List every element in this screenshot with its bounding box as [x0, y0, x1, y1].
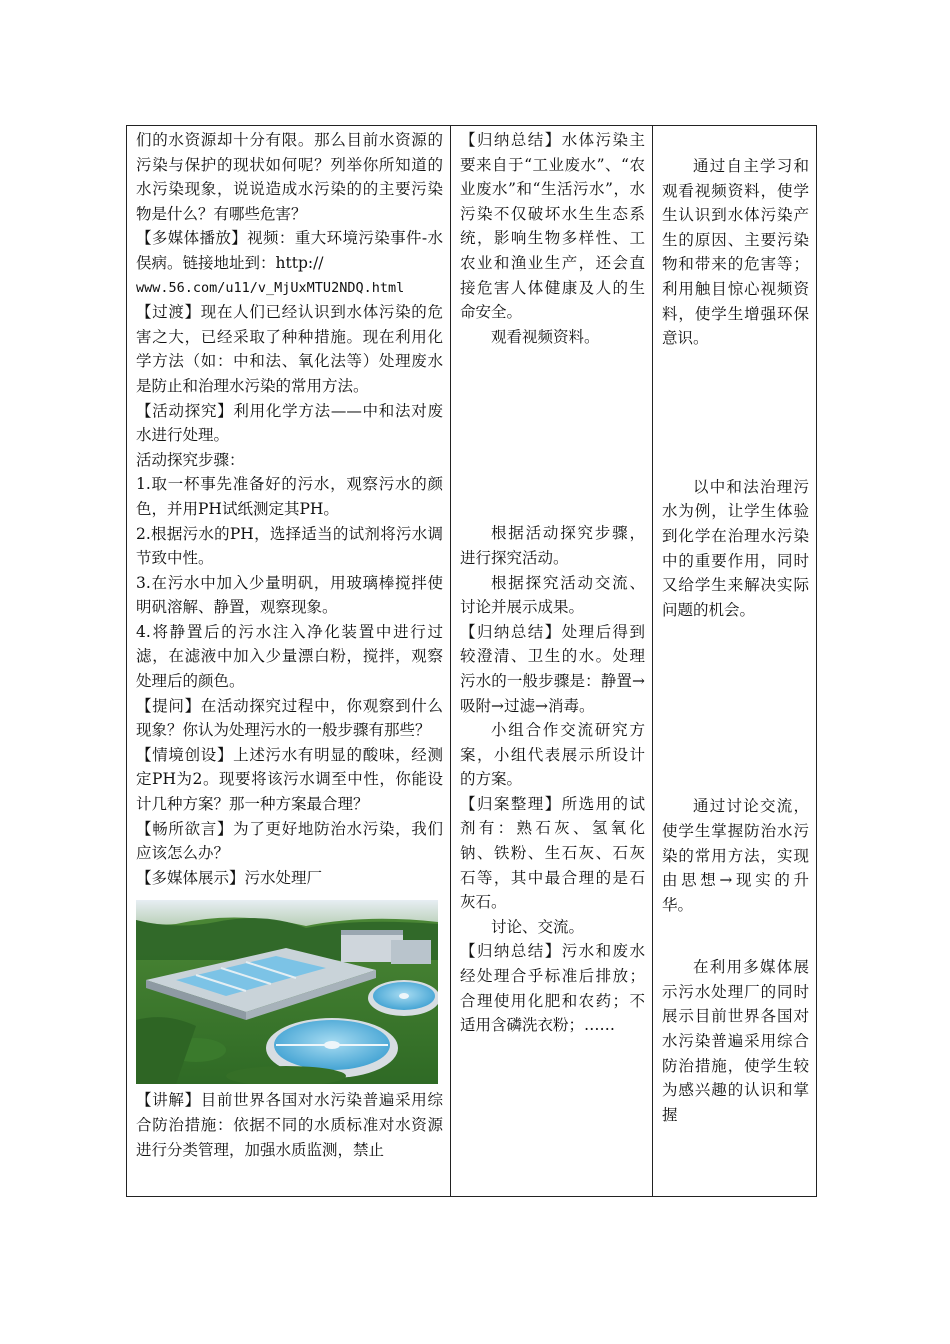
- activity-step-3: 3.在污水中加入少量明矾，用玻璃棒搅拌使明矾溶解、静置，观察现象。: [136, 573, 443, 617]
- summary-pollution-sources: 【归纳总结】水体污染主要来自于“工业废水”、“农业废水”和“生活污水”，水污染不仅破坏水生生态系统，影响生物多样性、工农业和渔业生产，还会直接危害人体健康及人的生命安全。: [460, 131, 645, 322]
- activity-inquiry-text: 【活动探究】利用化学方法——中和法对废水进行处理。: [136, 401, 443, 445]
- lesson-table: [126, 125, 817, 1197]
- do-inquiry-text: 根据活动探究步骤，进行探究活动。: [460, 524, 645, 567]
- activity-step-4: 4.将静置后的污水注入净化装置中进行过滤，在滤液中加入少量漂白粉，搅拌，观察处理后的颜色。: [136, 622, 443, 691]
- scenario-text: 【情境创设】上述污水有明显的酸味，经测定PH为2。现要将该污水调至中性，你能设计几种方案？那一种方案最合理？: [136, 745, 443, 814]
- intent-self-study: 通过自主学习和观看视频资料，使学生认识到水体污染产生的原因、主要污染物和带来的危害等；利用触目惊心视频资料，使学生增强环保意识。: [662, 157, 809, 348]
- discuss-exchange-text: 讨论、交流。: [491, 917, 585, 936]
- intent-multimedia: 在利用多媒体展示污水处理厂的同时展示目前世界各国对水污染普遍采用综合防治措施，使学生较为感兴趣的认识和掌握: [662, 958, 809, 1124]
- lecture-text: 【讲解】目前世界各国对水污染普遍采用综合防治措施：依据不同的水质标准对水资源进行分类管理，加强水质监测，禁止: [136, 1091, 443, 1159]
- multimedia-show-text: 【多媒体展示】污水处理厂: [136, 868, 323, 887]
- design-intent-cell: [653, 126, 817, 1197]
- reagents-summary: 【归案整理】所选用的试剂有：熟石灰、氢氧化钠、铁粉、生石灰、石灰石等，其中最合理的是石灰石。: [460, 794, 645, 912]
- activity-steps-heading: 活动探究步骤：: [136, 450, 245, 469]
- group-discussion-text: 小组合作交流研究方案，小组代表展示所设计的方案。: [460, 721, 645, 789]
- intro-question-text: 们的水资源却十分有限。那么目前水资源的污染与保护的现状如何呢？列举你所知道的水污染现象，说说造成水污染的的主要污染物是什么？有哪些危害？: [136, 131, 443, 223]
- transition-text: 【过渡】现在人们已经认识到水体污染的危害之大，已经采取了种种措施。现在利用化学方法（如：中和法、氧化法等）处理废水是防止和治理水污染的常用方法。: [136, 303, 443, 395]
- multimedia-video-text: 【多媒体播放】视频：重大环境污染事件-水俣病。链接地址到：http://: [136, 229, 443, 272]
- video-link[interactable]: www.56.com/u11/v_MjUxMTU2NDQ.html: [136, 279, 405, 296]
- activity-step-2: 2.根据污水的PH，选择适当的试剂将污水调节致中性。: [136, 524, 443, 568]
- share-results-text: 根据探究活动交流、讨论并展示成果。: [460, 573, 645, 617]
- intent-neutralization: 以中和法治理污水为例，让学生体验到化学在治理水污染中的重要作用，同时又给学生来解决实际问题的机会。: [662, 477, 809, 619]
- question-text: 【提问】在活动探究过程中，你观察到什么现象？你认为处理污水的一般步骤有那些？: [136, 696, 443, 740]
- intent-discussion: 通过讨论交流，使学生掌握防治水污染的常用方法，实现由思想→现实的升华。: [662, 797, 809, 914]
- student-activity-cell: [451, 126, 653, 1197]
- teacher-activity-cell: [127, 126, 451, 1197]
- discussion-text: 【畅所欲言】为了更好地防治水污染，我们应该怎么办？: [136, 819, 443, 863]
- watch-video-text: 观看视频资料。: [491, 327, 600, 346]
- activity-step-1: 1.取一杯事先准备好的污水，观察污水的颜色，并用PH试纸测定其PH。: [136, 475, 443, 518]
- summary-prevention: 【归纳总结】污水和废水经处理合乎标准后排放；合理使用化肥和农药；不适用含磷洗衣粉；……: [460, 942, 645, 1035]
- summary-treatment-steps: 【归纳总结】处理后得到较澄清、卫生的水。处理污水的一般步骤是：静置→吸附→过滤→消毒。: [460, 622, 645, 715]
- sewage-plant-photo: [136, 900, 438, 1084]
